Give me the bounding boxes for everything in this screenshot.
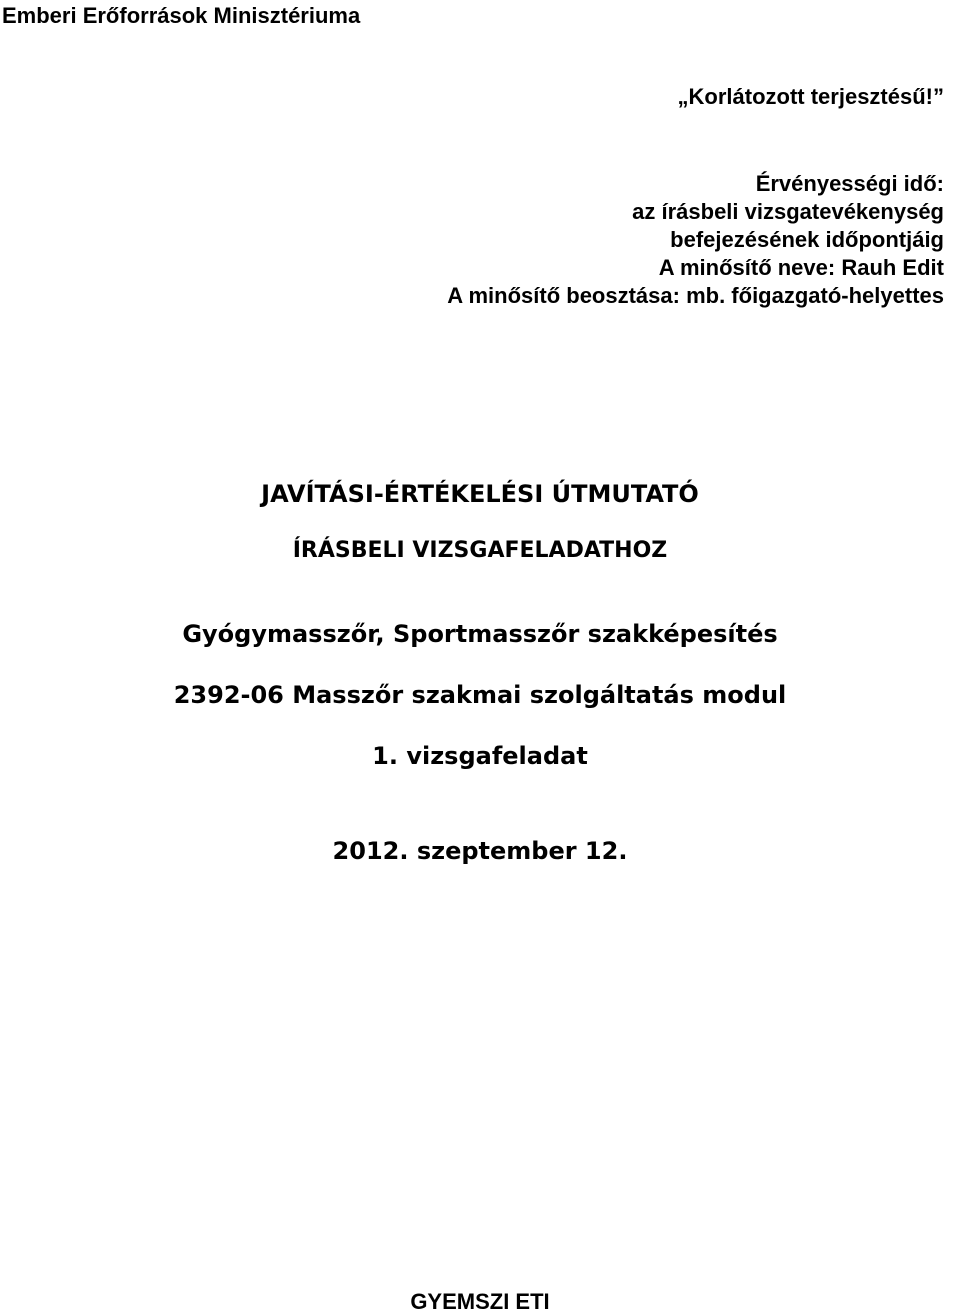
exam-date: 2012. szeptember 12. <box>332 837 628 865</box>
exam-task: 1. vizsgafeladat <box>372 742 588 770</box>
validity-line-1: az írásbeli vizsgatevékenység <box>632 199 944 224</box>
qualification-name: Gyógymasszőr, Sportmasszőr szakképesítés <box>182 620 778 648</box>
module-name: 2392-06 Masszőr szakmai szolgáltatás modul <box>173 681 787 709</box>
qualifier-position: A minősítő beosztása: mb. főigazgató-helyettes <box>447 283 944 308</box>
document-title: JAVÍTÁSI-ÉRTÉKELÉSI ÚTMUTATÓ <box>261 480 699 508</box>
footer-organization: GYEMSZI ETI <box>410 1289 550 1314</box>
validity-line-2: befejezésének időpontjáig <box>670 227 944 252</box>
restriction-notice: „Korlátozott terjesztésű!” <box>677 84 944 109</box>
document-subtitle: ÍRÁSBELI VIZSGAFELADATHOZ <box>292 538 668 563</box>
ministry-name: Emberi Erőforrások Minisztériuma <box>2 3 361 28</box>
qualifier-name: A minősítő neve: Rauh Edit <box>658 255 944 280</box>
validity-label: Érvényességi idő: <box>755 171 944 196</box>
